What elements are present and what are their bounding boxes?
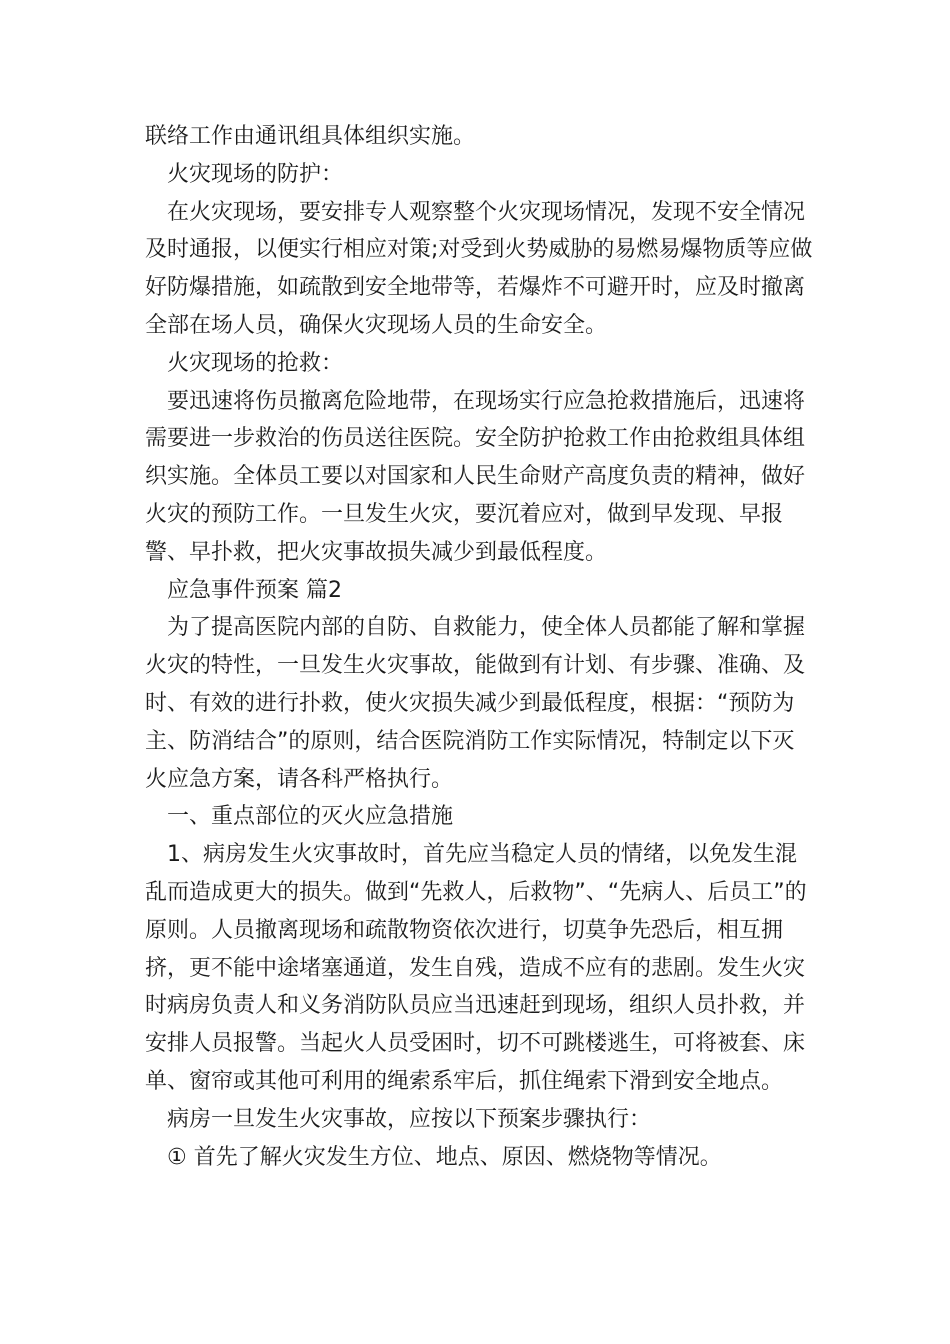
paragraph: 病房一旦发生火灾事故，应按以下预案步骤执行： [167,1106,652,1132]
section-heading-plan-2: 应急事件预案 篇2 [167,577,342,603]
section-heading-fire-protection: 火灾现场的防护： [167,161,344,187]
paragraph: 1、病房发生火灾事故时，首先应当稳定人员的情绪，以免发生混乱而造成更大的损失。做到“先救人，后救物”、“先病人、后员工”的原则。人员撤离现场和疏散物资依次进行，切莫争先恐后，相互拥挤，更不能中途堵塞通道，发生自残，造成不应有的悲剧。发生火灾时病房负责人和义务消防队员应当迅速赶到现场，组织人员扑救，并安排人员报警。当起火人员受困时，切不可跳楼逃生，可将被套、床单、窗帘或其他可利用的绳索系牢后，抓住绳索下滑到安全地点。 [145,842,807,1094]
paragraph: 在火灾现场，要安排专人观察整个火灾现场情况，发现不安全情况及时通报，以便实行相应对策;对受到火势威胁的易燃易爆物质等应做好防爆措施，如疏散到安全地带等，若爆炸不可避开时，应及时撤离全部在场人员，确保火灾现场人员的生命安全。 [145,199,813,338]
list-item: ① 首先了解火灾发生方位、地点、原因、燃烧物等情况。 [167,1144,722,1170]
paragraph: 联络工作由通讯组具体组织实施。 [145,124,476,149]
section-heading-fire-rescue: 火灾现场的抢救： [167,350,344,376]
paragraph: 要迅速将伤员撤离危险地带，在现场实行应急抢救措施后，迅速将需要进一步救治的伤员送往医院。安全防护抢救工作由抢救组具体组织实施。全体员工要以对国家和人民生命财产高度负责的精神，做好火灾的预防工作。一旦发生火灾，要沉着应对，做到早发现、早报警、早扑救，把火灾事故损失减少到最低程度。 [145,388,806,565]
section-heading-key-areas: 一、重点部位的灭火应急措施 [167,804,454,830]
paragraph: 为了提高医院内部的自防、自救能力，使全体人员都能了解和掌握火灾的特性，一旦发生火灾事故，能做到有计划、有步骤、准确、及时、有效的进行扑救，使火灾损失减少到最低程度，根据：“预防为主、防消结合”的原则，结合医院消防工作实际情况，特制定以下灭火应急方案，请各科严格执行。 [145,615,806,792]
document-body [145,118,813,1176]
